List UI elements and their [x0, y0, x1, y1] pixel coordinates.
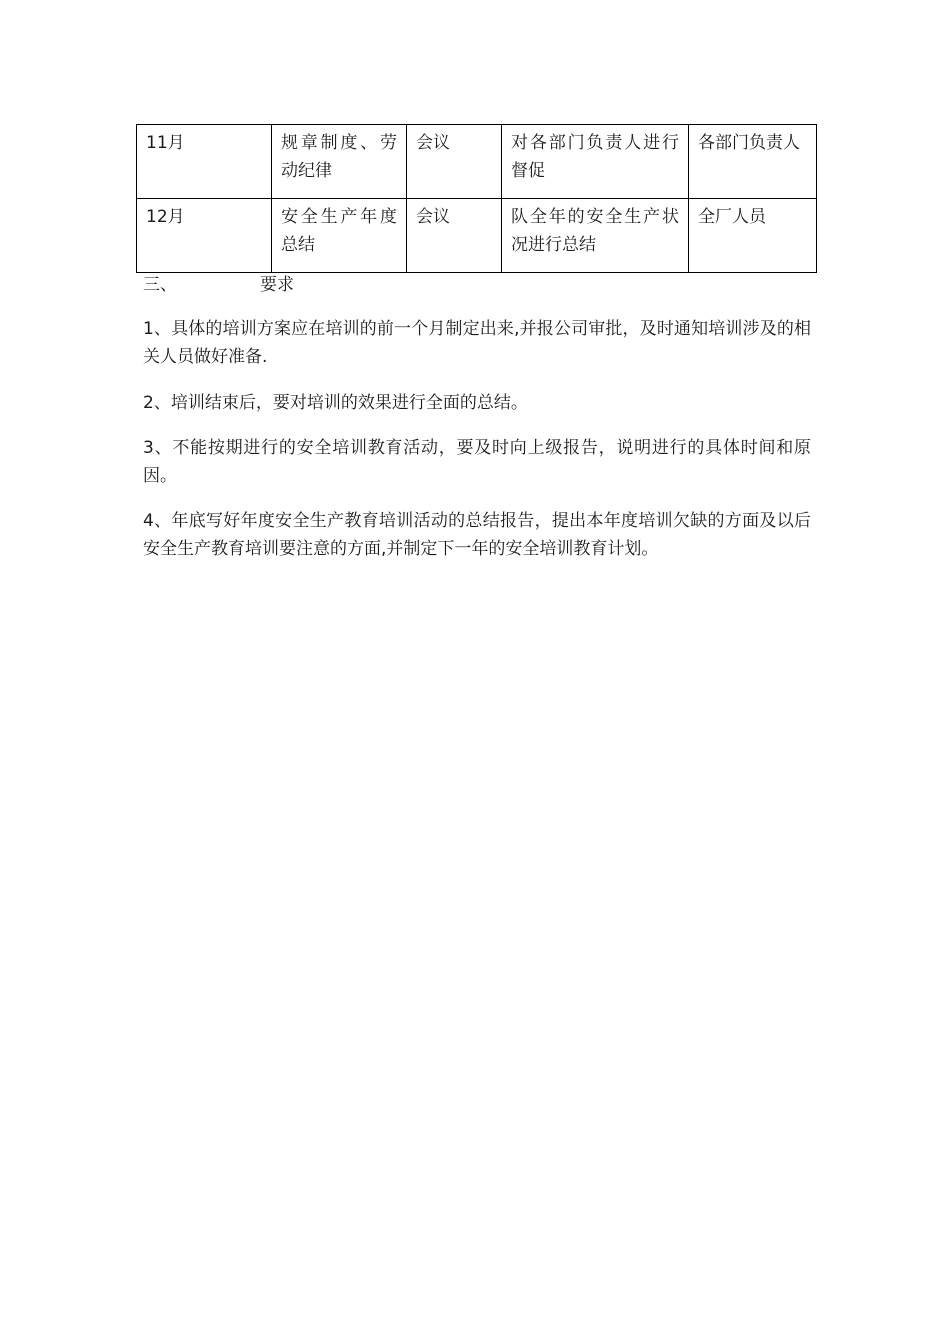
training-plan-table	[136, 124, 817, 273]
section-title: 要求	[260, 275, 294, 295]
content-cell: 安全生产年度总结	[272, 199, 407, 273]
target-cell: 各部门负责人	[689, 125, 817, 199]
purpose-cell: 对各部门负责人进行督促	[502, 125, 689, 199]
section-heading	[143, 272, 294, 298]
purpose-cell: 队全年的安全生产状况进行总结	[502, 199, 689, 273]
month-cell: 11月	[137, 125, 272, 199]
content-cell: 规章制度、劳动纪律	[272, 125, 407, 199]
target-cell: 全厂人员	[689, 199, 817, 273]
method-cell: 会议	[407, 199, 502, 273]
requirement-item-1: 1、具体的培训方案应在培训的前一个月制定出来,并报公司审批，及时通知培训涉及的相关人员做好准备.	[143, 319, 811, 367]
method-cell: 会议	[407, 125, 502, 199]
requirement-item-2: 2、培训结束后，要对培训的效果进行全面的总结。	[143, 393, 528, 413]
requirement-item-4: 4、年底写好年度安全生产教育培训活动的总结报告，提出本年度培训欠缺的方面及以后安全生产教育培训要注意的方面,并制定下一年的安全培训教育计划。	[143, 511, 811, 559]
table-row	[137, 125, 817, 199]
requirement-item-3: 3、不能按期进行的安全培训教育活动，要及时向上级报告，说明进行的具体时间和原因。	[143, 438, 811, 486]
table-row	[137, 199, 817, 273]
section-number: 三、	[143, 275, 177, 295]
month-cell: 12月	[137, 199, 272, 273]
